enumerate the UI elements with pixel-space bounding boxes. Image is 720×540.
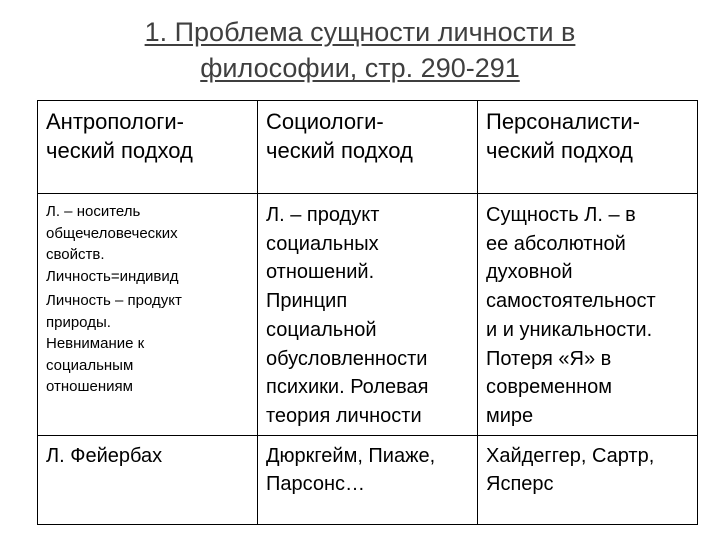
anthropological-description-part-2: Личность – продукт природы. Невнимание к социальным отношениям [46, 292, 182, 395]
header-cell-sociological [258, 101, 478, 194]
header-cell-anthropological [38, 101, 258, 194]
slide-title-line-1: 1. Проблема сущности личности в [144, 17, 576, 47]
personalistic-description: Сущность Л. – в ее абсолютной духовной самостоятельност и и уникальности. Потеря «Я» в современном мире [486, 204, 656, 427]
slide-title-line-2: философии, стр. 290-291 [200, 53, 520, 83]
cell-sociological-representatives [258, 435, 478, 524]
personalistic-representatives: Хайдеггер, Сартр, Ясперс [486, 444, 655, 495]
cell-personalistic-representatives [478, 435, 698, 524]
sociological-description: Л. – продукт социальных отношений. Принцип социальной обусловленности психики. Ролевая теория личности [266, 204, 429, 427]
header-anthropological: Антропологи- ческий подход [46, 109, 193, 163]
anthropological-description-part-1: Л. – носитель общечеловеческих свойств. Личность=индивид [46, 203, 179, 285]
header-personalistic: Персоналисти- ческий подход [486, 109, 640, 163]
cell-anthropological-description [38, 194, 258, 436]
table-row-description [38, 194, 698, 436]
table-header-row [38, 101, 698, 194]
anthropological-representatives: Л. Фейербах [46, 444, 163, 467]
cell-sociological-description [258, 194, 478, 436]
slide-title [0, 14, 720, 86]
cell-anthropological-representatives [38, 435, 258, 524]
header-sociological: Социологи- ческий подход [266, 109, 413, 163]
header-cell-personalistic [478, 101, 698, 194]
cell-personalistic-description [478, 194, 698, 436]
sociological-representatives: Дюркгейм, Пиаже, Парсонс… [266, 444, 436, 495]
approaches-table [37, 100, 698, 525]
table-row-representatives [38, 435, 698, 524]
